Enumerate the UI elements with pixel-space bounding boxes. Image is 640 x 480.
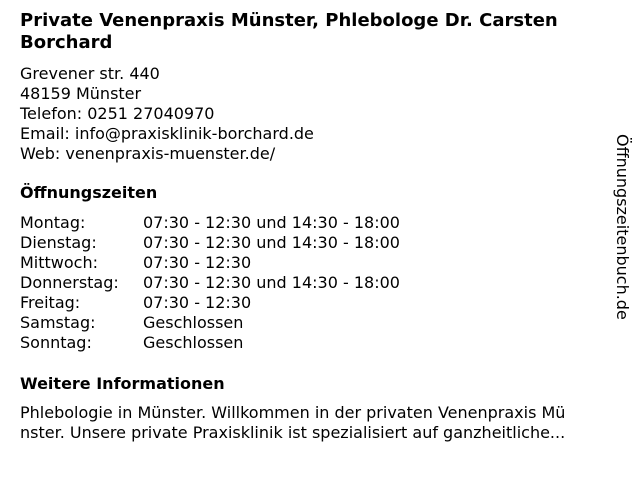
postal-city: 48159 Münster <box>20 84 142 103</box>
day-label: Mittwoch: <box>20 253 98 272</box>
opening-hours-table <box>20 213 400 353</box>
hours-row-wednesday <box>20 253 400 273</box>
day-hours: Geschlossen <box>143 313 244 332</box>
day-hours: 07:30 - 12:30 <box>143 293 252 312</box>
business-description: Phlebologie in Münster. Willkommen in der privaten Venenpraxis Mü nster. Unsere private Praxisklinik ist spezialisiert auf ganzheitliche... <box>20 403 566 442</box>
day-label: Samstag: <box>20 313 96 332</box>
hours-row-tuesday <box>20 233 400 253</box>
day-label: Donnerstag: <box>20 273 119 292</box>
day-hours: Geschlossen <box>143 333 244 352</box>
day-hours: 07:30 - 12:30 und 14:30 - 18:00 <box>143 273 400 292</box>
street-address: Grevener str. 440 <box>20 64 160 83</box>
watermark-label: Öffnungszeitenbuch.de <box>613 134 632 320</box>
day-label: Dienstag: <box>20 233 97 252</box>
hours-row-sunday <box>20 333 400 353</box>
more-info-heading: Weitere Informationen <box>20 374 225 393</box>
hours-row-saturday <box>20 313 400 333</box>
business-title: Private Venenpraxis Münster, Phlebologe Dr. Carsten Borchard <box>20 10 558 53</box>
address-block <box>20 64 314 164</box>
day-hours: 07:30 - 12:30 und 14:30 - 18:00 <box>143 213 400 232</box>
day-hours: 07:30 - 12:30 <box>143 253 252 272</box>
hours-row-thursday <box>20 273 400 293</box>
day-label: Montag: <box>20 213 86 232</box>
website: Web: venenpraxis-muenster.de/ <box>20 144 276 163</box>
day-label: Freitag: <box>20 293 81 312</box>
day-label: Sonntag: <box>20 333 92 352</box>
opening-hours-heading: Öffnungszeiten <box>20 183 158 202</box>
phone-number: Telefon: 0251 27040970 <box>20 104 215 123</box>
hours-row-friday <box>20 293 400 313</box>
hours-row-monday <box>20 213 400 233</box>
day-hours: 07:30 - 12:30 und 14:30 - 18:00 <box>143 233 400 252</box>
email-address: Email: info@praxisklinik-borchard.de <box>20 124 314 143</box>
